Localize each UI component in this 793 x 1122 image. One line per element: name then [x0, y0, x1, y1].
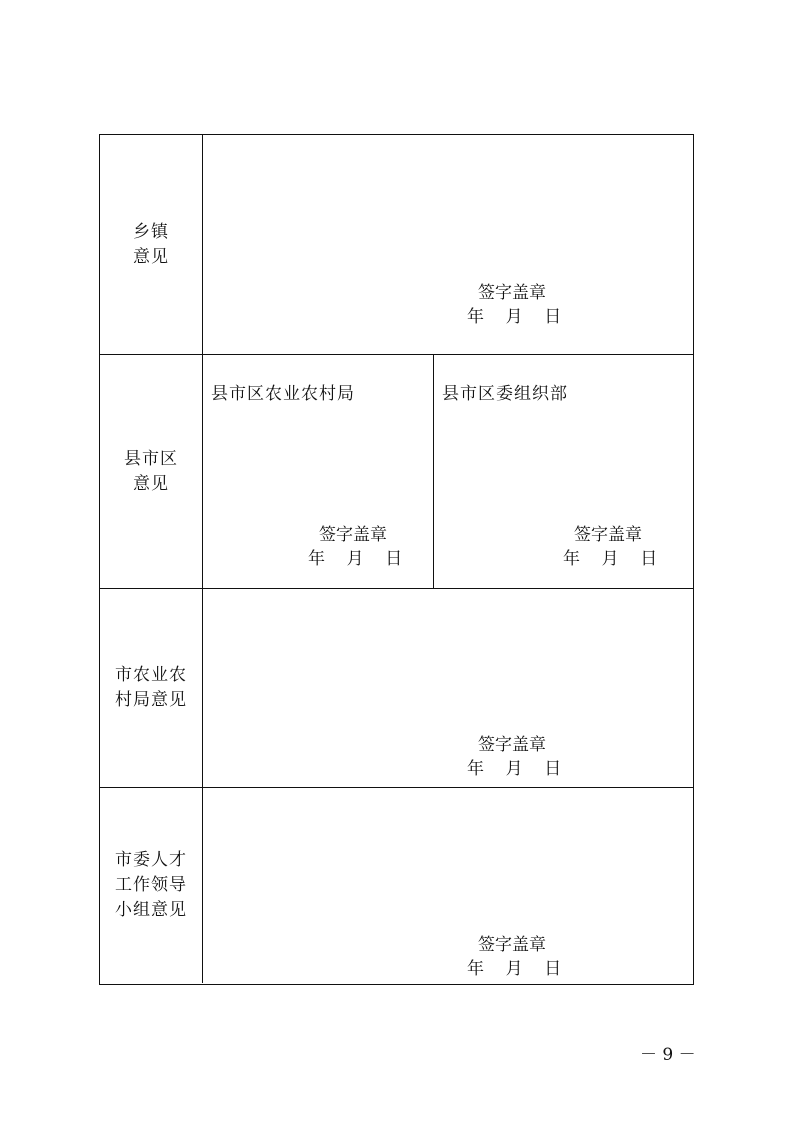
page-number: － 9 － — [640, 1045, 696, 1065]
label-line: 意见 — [133, 473, 169, 494]
signature-block — [308, 523, 402, 571]
row-label — [100, 589, 203, 787]
label-line: 县市区 — [124, 448, 178, 469]
row-city-talent-opinion — [100, 787, 693, 983]
county-agri-bureau-cell[interactable] — [203, 355, 434, 588]
opinion-area[interactable] — [203, 135, 693, 354]
opinion-area — [203, 355, 693, 588]
row-town-opinion — [100, 135, 693, 354]
row-label — [100, 788, 203, 983]
approval-form-table — [99, 134, 694, 985]
opinion-area[interactable] — [203, 788, 693, 983]
dept-name: 县市区农业农村局 — [211, 384, 355, 404]
label-line: 意见 — [133, 246, 169, 267]
label-line: 工作领导 — [115, 875, 187, 895]
signature-label: 签字盖章 — [478, 735, 546, 755]
signature-label: 签字盖章 — [478, 283, 546, 303]
row-county-opinion — [100, 354, 693, 588]
signature-block — [563, 523, 657, 571]
date-label: 年 月 日 — [563, 549, 658, 569]
opinion-area[interactable] — [203, 589, 693, 787]
label-line: 小组意见 — [115, 900, 187, 920]
signature-block — [467, 933, 561, 981]
label-line: 乡镇 — [133, 221, 169, 242]
date-label: 年 月 日 — [308, 549, 403, 569]
signature-label: 签字盖章 — [478, 935, 546, 955]
signature-block — [467, 733, 561, 781]
signature-block — [467, 281, 561, 329]
signature-label: 签字盖章 — [319, 525, 387, 545]
date-label: 年 月 日 — [467, 759, 562, 779]
date-label: 年 月 日 — [467, 307, 562, 327]
label-line: 市委人才 — [115, 850, 187, 870]
label-line: 市农业农 — [115, 665, 187, 685]
row-label — [100, 135, 203, 354]
row-city-agri-opinion — [100, 588, 693, 787]
signature-label: 签字盖章 — [574, 525, 642, 545]
county-org-dept-cell[interactable] — [434, 355, 693, 588]
row-label — [100, 355, 203, 588]
dept-name: 县市区委组织部 — [442, 384, 568, 404]
date-label: 年 月 日 — [467, 959, 562, 979]
label-line: 村局意见 — [115, 690, 187, 710]
